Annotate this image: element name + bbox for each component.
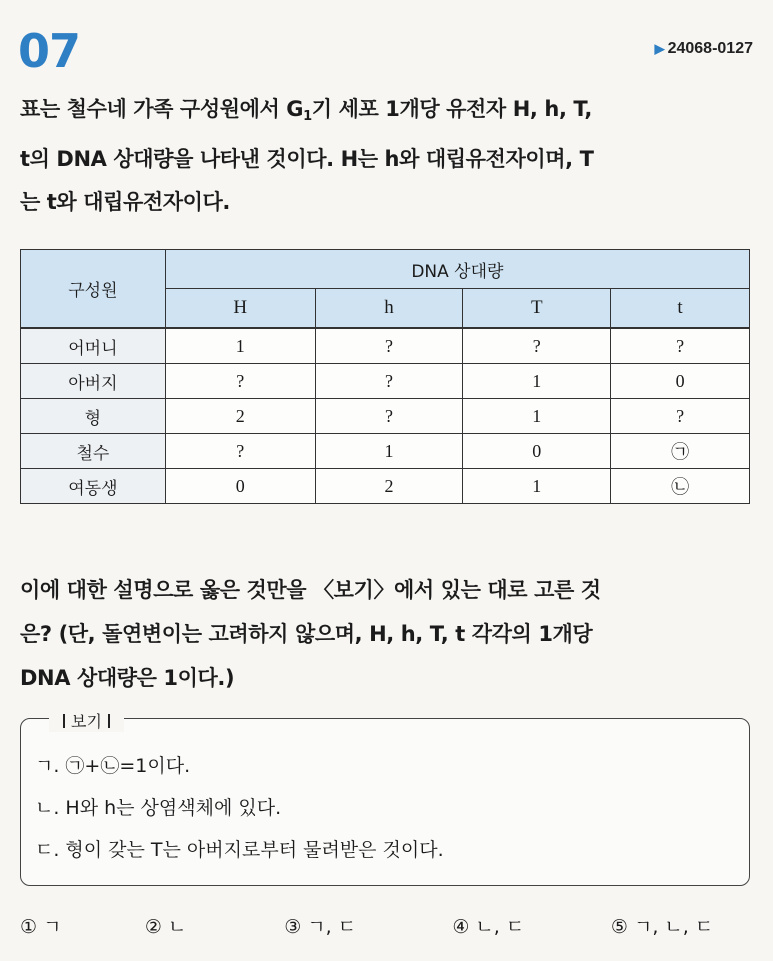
table-cell: ?: [165, 434, 315, 469]
member-name: 어머니: [21, 328, 166, 364]
member-header: 구성원: [21, 250, 166, 329]
table-cell: 1: [165, 328, 315, 364]
prompt-line-2: 은? (단, 돌연변이는 고려하지 않으며, H, h, T, t 각각의 1개당: [20, 622, 593, 646]
table-cell: 1: [463, 364, 611, 399]
stem-line-3: 는 t와 대립유전자이다.: [20, 190, 231, 214]
table-cell: 1: [315, 434, 463, 469]
table-cell: ?: [611, 399, 750, 434]
gene-header-H: H: [165, 289, 315, 329]
gene-header-h: h: [315, 289, 463, 329]
member-name: 형: [21, 399, 166, 434]
table-cell: 2: [165, 399, 315, 434]
bogi-title: [49, 709, 124, 732]
dna-table: [20, 249, 750, 504]
table-row: [21, 328, 750, 364]
table-row: [21, 469, 750, 504]
gene-header-t: t: [611, 289, 750, 329]
stem-line-1b: 기 세포 1개당 유전자 H, h, T,: [311, 97, 592, 121]
table-cell: ?: [315, 399, 463, 434]
bar-left-icon: [63, 714, 65, 728]
bogi-item-a: ㄱ. ㉠+㉡=1이다.: [35, 755, 191, 777]
table-cell: ?: [165, 364, 315, 399]
stem-line-1a: 표는 철수네 가족 구성원에서 G: [20, 97, 304, 121]
question-prompt: [20, 568, 755, 700]
table-cell: ?: [611, 328, 750, 364]
table-cell: 0: [165, 469, 315, 504]
table-row: [21, 399, 750, 434]
bogi-box: [20, 712, 750, 886]
table-cell: ㉠: [611, 434, 750, 469]
bogi-item-c: ㄷ. 형이 갖는 T는 아버지로부터 물려받은 것이다.: [35, 839, 444, 861]
table-cell: 1: [463, 399, 611, 434]
member-name: 철수: [21, 434, 166, 469]
choice-2[interactable]: ② ㄴ: [144, 916, 187, 938]
question-number: 07: [18, 24, 81, 78]
table-row: [21, 434, 750, 469]
member-name: 여동생: [21, 469, 166, 504]
prompt-line-3: DNA 상대량은 1이다.): [20, 666, 235, 690]
table-cell: ?: [315, 328, 463, 364]
member-name: 아버지: [21, 364, 166, 399]
table-cell: 2: [315, 469, 463, 504]
table-cell: ?: [463, 328, 611, 364]
bogi-title-text: 보기: [71, 712, 102, 731]
choice-3[interactable]: ③ ㄱ, ㄷ: [284, 916, 357, 938]
dna-group-header: DNA 상대량: [165, 250, 749, 289]
choice-4[interactable]: ④ ㄴ, ㄷ: [452, 916, 525, 938]
table-cell: 0: [463, 434, 611, 469]
stem-line-2: t의 DNA 상대량을 나타낸 것이다. H는 h와 대립유전자이며, T: [20, 147, 594, 171]
table-row: [21, 364, 750, 399]
question-code: [655, 40, 753, 58]
table-cell: 0: [611, 364, 750, 399]
table-cell: ?: [315, 364, 463, 399]
stem-line-1: [20, 88, 755, 138]
prompt-line-1: 이에 대한 설명으로 옳은 것만을 〈보기〉에서 있는 대로 고른 것: [20, 578, 601, 602]
question-code-text: 24068-0127: [667, 40, 753, 57]
question-stem: [20, 88, 755, 224]
gene-header-T: T: [463, 289, 611, 329]
stem-subscript: 1: [303, 109, 312, 124]
bogi-item-b: ㄴ. H와 h는 상염색체에 있다.: [35, 797, 282, 819]
table-cell: ㉡: [611, 469, 750, 504]
table-cell: 1: [463, 469, 611, 504]
bar-right-icon: [108, 714, 110, 728]
triangle-arrow-icon: ▶: [654, 41, 665, 56]
choice-5[interactable]: ⑤ ㄱ, ㄴ, ㄷ: [610, 916, 714, 938]
answer-choices: [20, 912, 755, 939]
choice-1[interactable]: ① ㄱ: [20, 916, 62, 938]
